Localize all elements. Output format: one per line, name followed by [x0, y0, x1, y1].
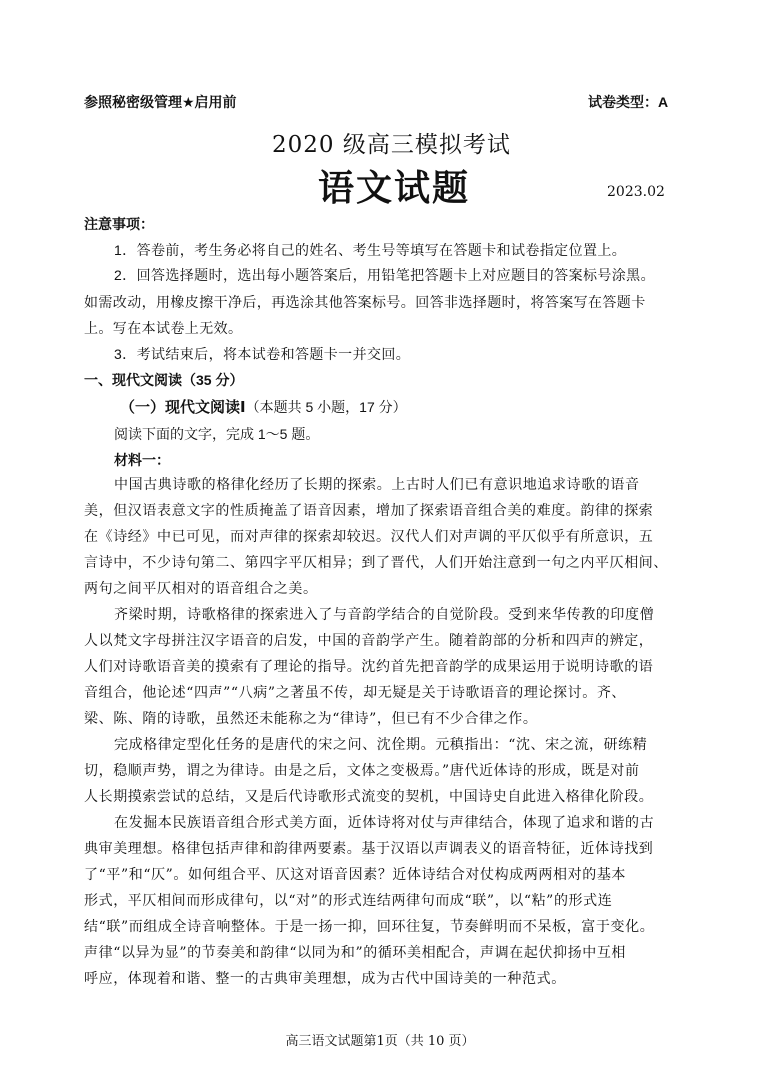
passage-line: 梁、陈、隋的诗歌，虽然还未能称之为“律诗”，但已有不少合律之作。	[84, 711, 538, 727]
passage-line: 在《诗经》中已可见，而对声律的探索却较迟。汉代人们对声调的平仄似乎有所意识，五	[84, 529, 654, 545]
passage-line: 典审美理想。格律包括声律和韵律两要素。基于汉语以声调表义的语音特征，近体诗找到	[84, 841, 654, 857]
subject-title: 语文试题	[318, 167, 471, 209]
passage-line: 人以梵文字母拼注汉字语音的启发，中国的音韵学产生。随着韵部的分析和四声的辨定，	[84, 633, 654, 649]
sub-section-heading	[120, 396, 407, 417]
instruction-text: 阅读下面的文字，完成 1～5 题。	[114, 426, 320, 442]
passage-line: 人们对诗歌语音美的摸索有了理论的指导。沈约首先把音韵学的成果运用于说明诗歌的语	[84, 659, 654, 675]
passage-line: 人长期摸索尝试的总结，又是后代诗歌形式流变的契机，中国诗史自此进入格律化阶段。	[84, 789, 654, 805]
passage-line: 了“平”和“仄”。如何组合平、仄这对语音因素？近体诗结合对仗构成两两相对的基本	[84, 867, 627, 883]
page-footer: 高三语文试题第1页（共 10 页）	[285, 1034, 475, 1049]
passage-line: 齐梁时期，诗歌格律的探索进入了与音韵学结合的自觉阶段。受到来华传教的印度僧	[114, 607, 655, 623]
passage-line: 形式，平仄相间而形成律句，以“对”的形式连结两律句而成“联”，以“粘”的形式连	[84, 893, 613, 909]
passage-line: 言诗中，不少诗句第二、第四字平仄相异；到了晋代，人们开始注意到一句之内平仄相间、	[84, 555, 668, 571]
notice-line: 1．答卷前，考生务必将自己的姓名、考生号等填写在答题卡和试卷指定位置上。	[114, 242, 627, 258]
notice-line: 上。写在本试卷上无效。	[84, 320, 243, 336]
exam-title: 2020 级高三模拟考试	[272, 132, 511, 158]
passage-line: 美，但汉语表意文字的性质掩盖了语音因素，增加了探索语音组合美的难度。韵律的探索	[84, 503, 654, 519]
section-heading: 一、现代文阅读（35 分）	[84, 372, 244, 388]
passage-line: 呼应，体现着和谐、整一的古典审美理想，成为古代中国诗美的一种范式。	[84, 971, 566, 987]
exam-date: 2023.02	[607, 184, 665, 200]
passage-line: 中国古典诗歌的格律化经历了长期的探索。上古时人们已有意识地追求诗歌的语音	[114, 477, 640, 493]
secrecy-label: 参照秘密级管理★启用前	[84, 94, 237, 110]
sub-section-note: （本题共 5 小题，17 分）	[245, 399, 407, 415]
passage-line: 结“联”而组成全诗音响整体。于是一扬一抑，回环往复，节奏鲜明而不呆板，富于变化。	[84, 919, 655, 935]
material-label: 材料一：	[114, 452, 170, 468]
sub-section-title: （一）现代文阅读Ⅰ	[120, 399, 246, 416]
notice-line: 如需改动，用橡皮擦干净后，再选涂其他答案标号。回答非选择题时，将答案写在答题卡	[84, 294, 646, 310]
passage-line: 完成格律定型化任务的是唐代的宋之问、沈佺期。元稹指出：“沈、宋之流，研练精	[114, 737, 648, 753]
passage-line: 在发掘本民族语音组合形式美方面，近体诗将对仗与声律结合，体现了追求和谐的古	[114, 815, 655, 831]
notice-line: 2．回答选择题时，选出每小题答案后，用铅笔把答题卡上对应题目的答案标号涂黑。	[114, 267, 655, 283]
passage-line: 切，稳顺声势，谓之为律诗。由是之后，文体之变极焉。”唐代近体诗的形成，既是对前	[84, 763, 640, 779]
paper-type-label: 试卷类型：A	[588, 94, 669, 110]
passage-line: 音组合，他论述“四声”“八病”之著虽不传，却无疑是关于诗歌语音的理论探讨。齐、	[84, 685, 627, 701]
notice-line: 3．考试结束后，将本试卷和答题卡一并交回。	[114, 346, 411, 362]
notice-heading: 注意事项：	[84, 216, 154, 232]
passage-line: 声律“以异为显”的节奏美和韵律“以同为和”的循环美相配合，声调在起伏抑扬中互相	[84, 945, 627, 961]
passage-line: 两句之间平仄相对的语音组合之美。	[84, 581, 318, 597]
